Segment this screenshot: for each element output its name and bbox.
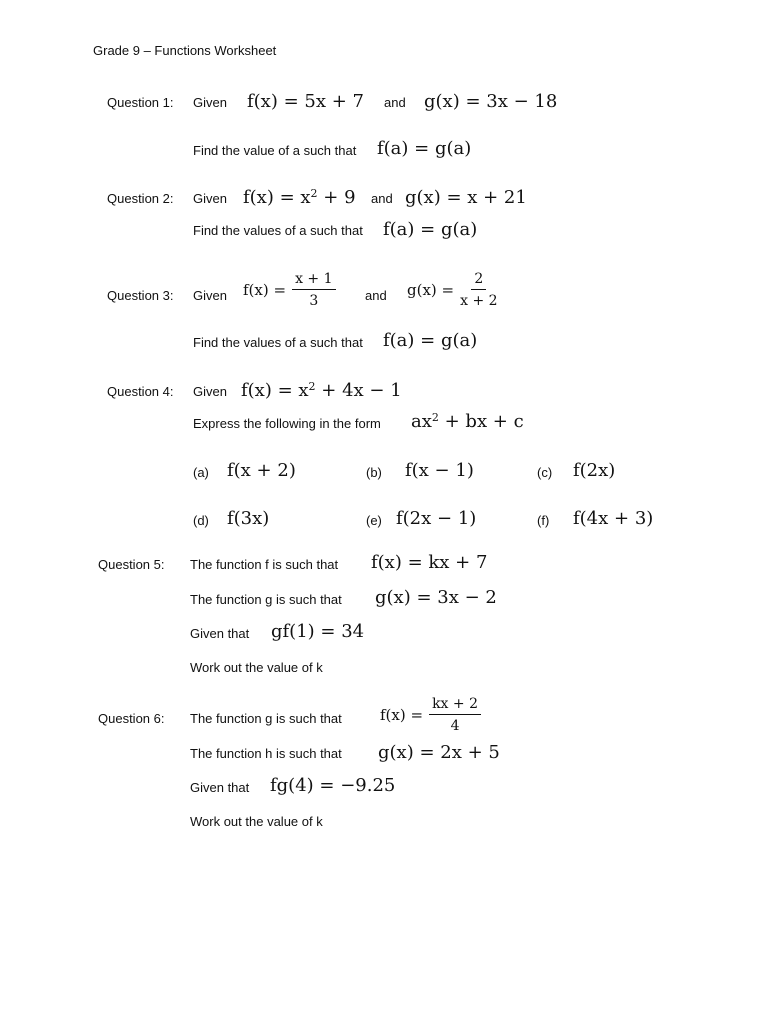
question-1-f-equation: f(x) = 5x + 7 (247, 91, 364, 112)
question-4-form-base: ax (411, 411, 432, 432)
question-5-line-1: The function f is such that (190, 557, 339, 572)
question-4-form-rest: + bx + c (438, 411, 524, 432)
question-4-part-e-label: (e) (366, 513, 382, 528)
question-1-find-text: Find the value of a such that (193, 143, 357, 158)
question-6-line-2: The function h is such that (190, 746, 342, 761)
question-6-f-fraction (380, 696, 481, 734)
question-2-g-equation: g(x) = x + 21 (405, 187, 527, 208)
question-4-part-c-expr: f(2x) (573, 460, 616, 481)
question-4-part-a-label: (a) (193, 465, 209, 480)
question-5-line-3: Given that (190, 626, 250, 641)
question-3-given: Given (193, 288, 227, 303)
question-3-find-text: Find the values of a such that (193, 335, 363, 350)
question-4-f-equation (241, 379, 402, 401)
question-5-given-equation: gf(1) = 34 (271, 621, 365, 642)
question-2-label: Question 2: (107, 191, 174, 206)
question-4-express-text: Express the following in the form (193, 416, 381, 431)
question-4-part-d-label: (d) (193, 513, 209, 528)
question-1-and: and (384, 95, 406, 110)
question-4-part-f-label: (f) (537, 513, 550, 528)
question-3-and: and (365, 288, 387, 303)
question-3-f-fraction (243, 271, 336, 309)
question-2-f-exponent: 2 (310, 186, 318, 200)
question-1-g-equation: g(x) = 3x − 18 (424, 91, 558, 112)
question-2-find-equation: f(a) = g(a) (383, 219, 478, 240)
question-6-given-equation: fg(4) = −9.25 (270, 775, 396, 796)
question-4-form-equation (411, 410, 524, 432)
question-4-part-e-expr: f(2x − 1) (396, 508, 477, 529)
question-4-label: Question 4: (107, 384, 174, 399)
question-4-form-exponent: 2 (431, 410, 439, 424)
question-5-line-4: Work out the value of k (190, 660, 323, 675)
question-6-line-1: The function g is such that (190, 711, 342, 726)
question-5-label: Question 5: (98, 557, 165, 572)
question-4-part-b-label: (b) (366, 465, 382, 480)
question-1-find-equation: f(a) = g(a) (377, 138, 472, 159)
question-4-given: Given (193, 384, 227, 399)
question-4-part-b-expr: f(x − 1) (405, 460, 474, 481)
question-6-f-numerator: kx + 2 (429, 696, 481, 715)
question-3-g-fraction (407, 271, 498, 309)
question-3-g-lhs: g(x) = (407, 281, 455, 299)
question-3-f-numerator: x + 1 (292, 271, 335, 290)
question-5-g-equation: g(x) = 3x − 2 (375, 587, 497, 608)
worksheet-title: Grade 9 – Functions Worksheet (93, 43, 277, 58)
question-4-f-rest: + 4x − 1 (315, 380, 402, 401)
question-3-label: Question 3: (107, 288, 174, 303)
question-2-f-base: f(x) = x (243, 187, 311, 208)
question-4-f-base: f(x) = x (241, 380, 309, 401)
question-6-f-lhs: f(x) = (380, 706, 424, 724)
question-3-f-lhs: f(x) = (243, 281, 287, 299)
question-3-find-equation: f(a) = g(a) (383, 330, 478, 351)
question-4-part-f-expr: f(4x + 3) (573, 508, 654, 529)
question-2-f-equation (243, 186, 356, 208)
question-3-f-denominator: 3 (309, 293, 319, 309)
question-6-line-4: Work out the value of k (190, 814, 323, 829)
question-3-g-numerator: 2 (471, 271, 486, 290)
question-4-part-a-expr: f(x + 2) (227, 460, 296, 481)
question-4-f-exponent: 2 (308, 379, 316, 393)
question-1-given: Given (193, 95, 227, 110)
question-2-find-text: Find the values of a such that (193, 223, 363, 238)
question-6-f-denominator: 4 (450, 718, 460, 734)
question-4-part-d-expr: f(3x) (227, 508, 270, 529)
question-6-label: Question 6: (98, 711, 165, 726)
question-3-g-denominator: x + 2 (460, 293, 498, 309)
question-2-and: and (371, 191, 393, 206)
question-5-line-2: The function g is such that (190, 592, 342, 607)
question-6-line-3: Given that (190, 780, 250, 795)
question-1-label: Question 1: (107, 95, 174, 110)
question-5-f-equation: f(x) = kx + 7 (371, 552, 488, 573)
question-2-given: Given (193, 191, 227, 206)
question-4-part-c-label: (c) (537, 465, 553, 480)
question-2-f-rest: + 9 (317, 187, 356, 208)
question-6-g-equation: g(x) = 2x + 5 (378, 742, 500, 763)
